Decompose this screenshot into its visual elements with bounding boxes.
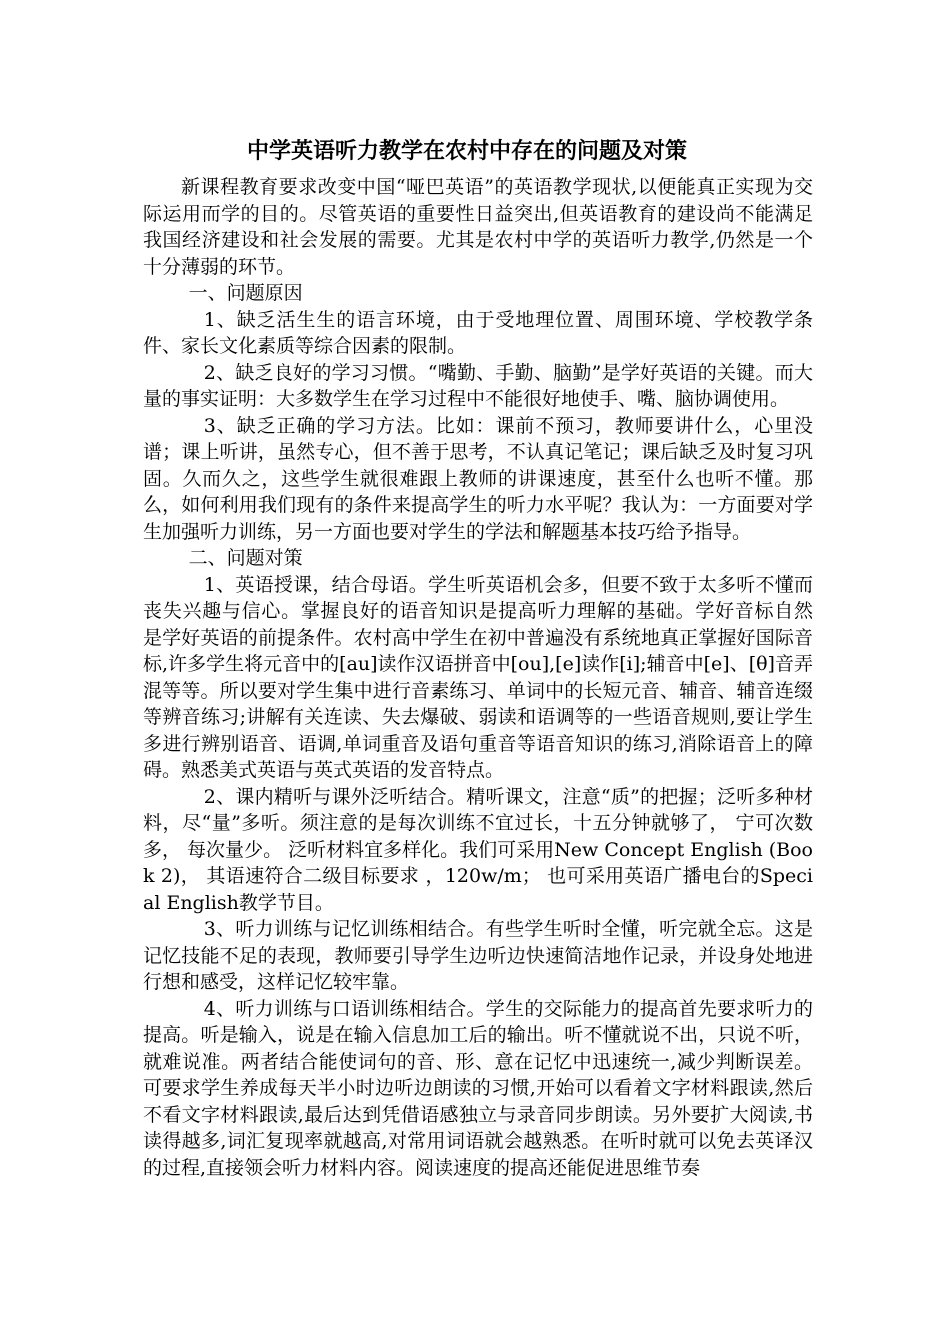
section-heading-causes: 一、问题原因 xyxy=(188,282,303,304)
cause-item-1: 1、缺乏活生生的语言环境，由于受地理位置、周围环境、学校教学条件、家长文化素质等综合因素的限制。 xyxy=(143,308,813,357)
document-title: 中学英语听力教学在农村中存在的问题及对策 xyxy=(247,139,688,164)
solution-item-2: 2、课内精听与课外泛听结合。精听课文，注意“质”的把握；泛听多种材料，尽“量”多听。须注意的是每次训练不宜过长，十五分钟就够了， 宁可次数多， 每次量少。 泛听材料宜多样化。我们可采用New Concept English (Book 2)， 其语速符合二级目标要求 ，120w/m； 也可采用英语广播电台的Special English教学节目。 xyxy=(143,785,813,914)
section-heading-solutions: 二、问题对策 xyxy=(188,547,303,569)
cause-item-3: 3、缺乏正确的学习方法。比如：课前不预习，教师要讲什么，心里没谱；课上听讲，虽然专心，但不善于思考，不认真记笔记；课后缺乏及时复习巩固。久而久之，这些学生就很难跟上教师的讲课速度，甚至什么也听不懂。那么，如何利用我们现有的条件来提高学生的听力水平呢？我认为：一方面要对学生加强听力训练，另一方面也要对学生的学法和解题基本技巧给予指导。 xyxy=(143,414,813,543)
document-page xyxy=(143,134,813,1181)
solution-item-4: 4、听力训练与口语训练相结合。学生的交际能力的提高首先要求听力的提高。听是输入，说是在输入信息加工后的输出。听不懂就说不出，只说不听，就难说准。两者结合能使词句的音、形、意在记忆中迅速统一,减少判断误差。可要求学生养成每天半小时边听边朗读的习惯,开始可以看着文字材料跟读,然后不看文字材料跟读,最后达到凭借语感独立与录音同步朗读。另外要扩大阅读,书读得越多,词汇复现率就越高,对常用词语就会越熟悉。在听时就可以免去英译汉的过程,直接领会听力材料内容。阅读速度的提高还能促进思维节奏 xyxy=(143,997,813,1179)
intro-paragraph: 新课程教育要求改变中国“哑巴英语”的英语教学现状,以便能真正实现为交际运用而学的目的。尽管英语的重要性日益突出,但英语教育的建设尚不能满足我国经济建设和社会发展的需要。尤其是农村中学的英语听力教学,仍然是一个十分薄弱的环节。 xyxy=(143,176,813,278)
solution-item-1: 1、英语授课，结合母语。学生听英语机会多，但要不致于太多听不懂而丧失兴趣与信心。掌握良好的语音知识是提高听力理解的基础。学好音标自然 是学好英语的前提条件。农村高中学生在初中普遍没有系统地真正掌握好国际音标,许多学生将元音中的[au]读作汉语拼音中[ou],[e]读作[i];辅音中[e]、[θ]音弄混等等。所以要对学生集中进行音素练习、单词中的长短元音、辅音、辅音连缀等辨音练习;讲解有关连读、失去爆破、弱读和语调等的一些语音规则,要让学生多进行辨别语音、语调,单词重音及语句重音等语音知识的练习,消除语音上的障碍。熟悉美式英语与英式英语的发音特点。 xyxy=(143,573,813,781)
cause-item-2: 2、缺乏良好的学习习惯。“嘴勤、手勤、脑勤”是学好英语的关键。而大量的事实证明：大多数学生在学习过程中不能很好地使手、嘴、脑协调使用。 xyxy=(143,361,813,410)
solution-item-3: 3、听力训练与记忆训练相结合。有些学生听时全懂，听完就全忘。这是记忆技能不足的表现，教师要引导学生边听边快速简洁地作记录，并设身处地进行想和感受，这样记忆较牢靠。 xyxy=(143,918,813,993)
